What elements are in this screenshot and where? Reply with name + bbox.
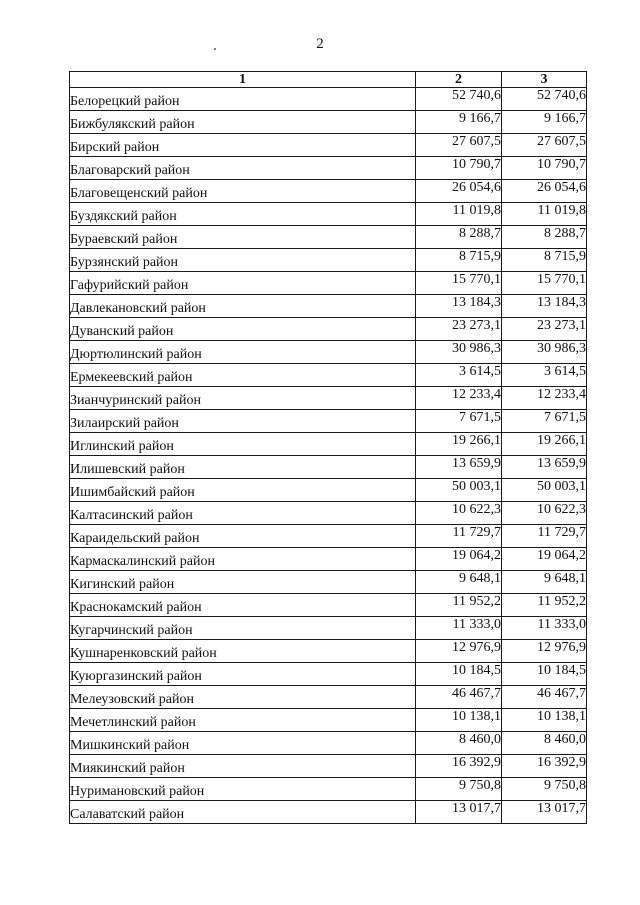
value-cell-col3: 9 166,7 (502, 111, 587, 134)
value-cell-col2: 15 770,1 (416, 272, 502, 295)
table-row (70, 778, 587, 801)
table-row (70, 594, 587, 617)
value-cell-col2: 30 986,3 (416, 341, 502, 364)
data-table (69, 71, 587, 824)
district-name-cell: Кушнаренковский район (70, 640, 416, 663)
district-name-cell: Ермекеевский район (70, 364, 416, 387)
table-row (70, 295, 587, 318)
value-cell-col3: 23 273,1 (502, 318, 587, 341)
value-cell-col2: 23 273,1 (416, 318, 502, 341)
value-cell-col3: 19 266,1 (502, 433, 587, 456)
value-cell-col2: 46 467,7 (416, 686, 502, 709)
value-cell-col2: 26 054,6 (416, 180, 502, 203)
district-name-cell: Буздякский район (70, 203, 416, 226)
district-name-cell: Краснокамский район (70, 594, 416, 617)
table-row (70, 318, 587, 341)
table-row (70, 709, 587, 732)
value-cell-col3: 19 064,2 (502, 548, 587, 571)
table-row (70, 801, 587, 824)
value-cell-col3: 15 770,1 (502, 272, 587, 295)
table-row (70, 180, 587, 203)
value-cell-col2: 12 976,9 (416, 640, 502, 663)
value-cell-col3: 8 460,0 (502, 732, 587, 755)
value-cell-col3: 9 648,1 (502, 571, 587, 594)
column-header-3: 3 (502, 72, 587, 88)
value-cell-col2: 19 064,2 (416, 548, 502, 571)
value-cell-col2: 10 790,7 (416, 157, 502, 180)
table-row (70, 525, 587, 548)
table-row (70, 617, 587, 640)
value-cell-col3: 7 671,5 (502, 410, 587, 433)
value-cell-col3: 26 054,6 (502, 180, 587, 203)
table-row (70, 456, 587, 479)
value-cell-col3: 50 003,1 (502, 479, 587, 502)
table-body (70, 88, 587, 824)
value-cell-col3: 12 976,9 (502, 640, 587, 663)
value-cell-col3: 11 729,7 (502, 525, 587, 548)
district-name-cell: Давлекановский район (70, 295, 416, 318)
value-cell-col2: 13 184,3 (416, 295, 502, 318)
district-name-cell: Кугарчинский район (70, 617, 416, 640)
district-name-cell: Калтасинский район (70, 502, 416, 525)
value-cell-col2: 52 740,6 (416, 88, 502, 111)
table-row (70, 433, 587, 456)
value-cell-col2: 16 392,9 (416, 755, 502, 778)
value-cell-col3: 13 017,7 (502, 801, 587, 824)
table-row (70, 88, 587, 111)
district-name-cell: Илишевский район (70, 456, 416, 479)
table-row (70, 364, 587, 387)
value-cell-col2: 10 138,1 (416, 709, 502, 732)
district-name-cell: Дуванский район (70, 318, 416, 341)
value-cell-col3: 52 740,6 (502, 88, 587, 111)
district-name-cell: Дюртюлинский район (70, 341, 416, 364)
district-name-cell: Ишимбайский район (70, 479, 416, 502)
district-name-cell: Зилаирский район (70, 410, 416, 433)
table-row (70, 387, 587, 410)
value-cell-col3: 10 184,5 (502, 663, 587, 686)
district-name-cell: Гафурийский район (70, 272, 416, 295)
value-cell-col2: 9 648,1 (416, 571, 502, 594)
district-name-cell: Мечетлинский район (70, 709, 416, 732)
district-name-cell: Бирский район (70, 134, 416, 157)
district-name-cell: Салаватский район (70, 801, 416, 824)
table-row (70, 571, 587, 594)
value-cell-col3: 30 986,3 (502, 341, 587, 364)
value-cell-col2: 8 460,0 (416, 732, 502, 755)
table-row (70, 640, 587, 663)
value-cell-col2: 11 729,7 (416, 525, 502, 548)
value-cell-col2: 8 288,7 (416, 226, 502, 249)
value-cell-col2: 9 750,8 (416, 778, 502, 801)
value-cell-col3: 11 333,0 (502, 617, 587, 640)
district-name-cell: Мелеузовский район (70, 686, 416, 709)
value-cell-col3: 27 607,5 (502, 134, 587, 157)
value-cell-col3: 8 715,9 (502, 249, 587, 272)
value-cell-col3: 46 467,7 (502, 686, 587, 709)
table-row (70, 157, 587, 180)
district-name-cell: Кармаскалинский район (70, 548, 416, 571)
value-cell-col3: 3 614,5 (502, 364, 587, 387)
value-cell-col2: 9 166,7 (416, 111, 502, 134)
value-cell-col2: 3 614,5 (416, 364, 502, 387)
district-name-cell: Бурзянский район (70, 249, 416, 272)
district-name-cell: Белорецкий район (70, 88, 416, 111)
value-cell-col3: 16 392,9 (502, 755, 587, 778)
table-row (70, 410, 587, 433)
value-cell-col2: 13 017,7 (416, 801, 502, 824)
table-row (70, 755, 587, 778)
value-cell-col2: 11 019,8 (416, 203, 502, 226)
value-cell-col3: 10 138,1 (502, 709, 587, 732)
table-row (70, 548, 587, 571)
value-cell-col2: 11 333,0 (416, 617, 502, 640)
value-cell-col2: 8 715,9 (416, 249, 502, 272)
district-name-cell: Благоварский район (70, 157, 416, 180)
table-row (70, 203, 587, 226)
table-row (70, 226, 587, 249)
value-cell-col2: 13 659,9 (416, 456, 502, 479)
table-row (70, 732, 587, 755)
value-cell-col3: 11 019,8 (502, 203, 587, 226)
value-cell-col2: 7 671,5 (416, 410, 502, 433)
value-cell-col3: 13 184,3 (502, 295, 587, 318)
table-row (70, 479, 587, 502)
value-cell-col2: 10 184,5 (416, 663, 502, 686)
table-row (70, 249, 587, 272)
district-name-cell: Миякинский район (70, 755, 416, 778)
value-cell-col3: 8 288,7 (502, 226, 587, 249)
page-number: 2 (316, 36, 324, 52)
value-cell-col2: 10 622,3 (416, 502, 502, 525)
table-row (70, 502, 587, 525)
header-row (70, 72, 587, 88)
column-header-2: 2 (416, 72, 502, 88)
table-row (70, 272, 587, 295)
table-row (70, 663, 587, 686)
district-name-cell: Караидельский район (70, 525, 416, 548)
district-name-cell: Куюргазинский район (70, 663, 416, 686)
value-cell-col2: 12 233,4 (416, 387, 502, 410)
scan-speck (214, 48, 216, 50)
district-name-cell: Иглинский район (70, 433, 416, 456)
value-cell-col2: 27 607,5 (416, 134, 502, 157)
column-header-1: 1 (70, 72, 416, 88)
value-cell-col3: 9 750,8 (502, 778, 587, 801)
table-row (70, 111, 587, 134)
district-name-cell: Бижбулякский район (70, 111, 416, 134)
district-name-cell: Благовещенский район (70, 180, 416, 203)
district-name-cell: Мишкинский район (70, 732, 416, 755)
table-row (70, 341, 587, 364)
table-row (70, 686, 587, 709)
district-name-cell: Нуримановский район (70, 778, 416, 801)
value-cell-col2: 19 266,1 (416, 433, 502, 456)
value-cell-col2: 50 003,1 (416, 479, 502, 502)
table-row (70, 134, 587, 157)
value-cell-col3: 12 233,4 (502, 387, 587, 410)
value-cell-col3: 11 952,2 (502, 594, 587, 617)
value-cell-col2: 11 952,2 (416, 594, 502, 617)
value-cell-col3: 10 622,3 (502, 502, 587, 525)
district-name-cell: Бураевский район (70, 226, 416, 249)
district-name-cell: Кигинский район (70, 571, 416, 594)
value-cell-col3: 10 790,7 (502, 157, 587, 180)
value-cell-col3: 13 659,9 (502, 456, 587, 479)
district-name-cell: Зианчуринский район (70, 387, 416, 410)
